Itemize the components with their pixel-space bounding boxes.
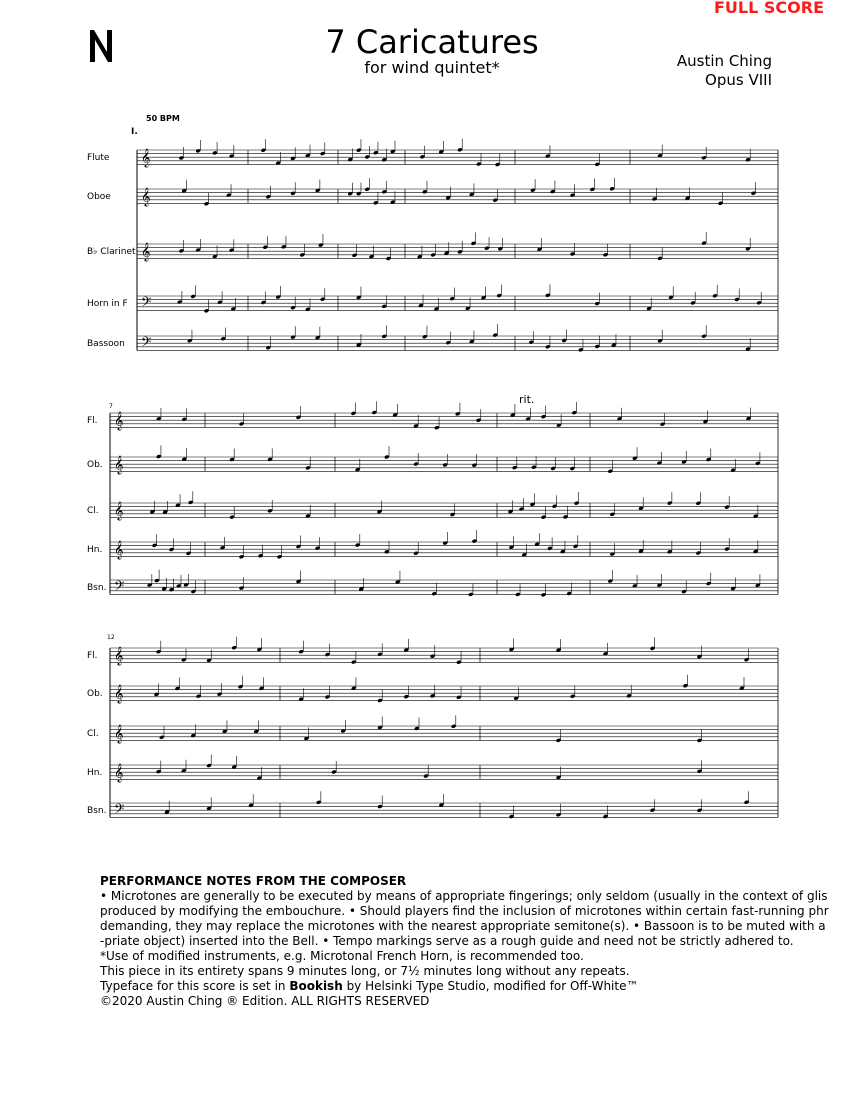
tempo-marking: 50 BPM (146, 114, 180, 123)
treble-clef-icon: 𝄞 (141, 148, 151, 167)
bass-clef-icon: 𝄢 (141, 334, 152, 353)
instrument-label-oboe: Ob. (87, 689, 103, 699)
instrument-label-clarinet: Cl. (87, 729, 99, 739)
score-title: 7 Caricatures (325, 23, 539, 61)
instrument-label-clarinet: B♭ Clarinet (87, 247, 136, 257)
instrument-label-oboe: Ob. (87, 460, 103, 470)
treble-clef-icon: 𝄞 (114, 411, 124, 430)
treble-clef-icon: 𝄞 (114, 684, 124, 703)
instrument-label-bassoon: Bsn. (87, 583, 107, 593)
treble-clef-icon: 𝄞 (114, 501, 124, 520)
instrument-label-horn: Hn. (87, 545, 103, 555)
notes-line: • Microtones are generally to be executed by means of appropriate fingerings; only seldom (usually in the context of glis (100, 889, 828, 903)
notes-line: -priate object) inserted into the Bell. • Tempo markings serve as a rough guide and need not be strictly adhered to. (100, 934, 794, 948)
instrument-label-flute: Fl. (87, 651, 98, 661)
notes-heading: PERFORMANCE NOTES FROM THE COMPOSER (100, 874, 407, 888)
copyright-line: ©2020 Austin Ching ® Edition. ALL RIGHTS RESERVED (100, 994, 430, 1008)
composer-name: Austin Ching (676, 52, 772, 70)
bass-clef-icon: 𝄢 (114, 801, 125, 820)
instrument-label-horn: Hn. (87, 768, 103, 778)
treble-clef-icon: 𝄞 (141, 242, 151, 261)
ritardando-marking: rit. (519, 393, 535, 406)
bass-clef-icon: 𝄢 (114, 578, 125, 597)
treble-clef-icon: 𝄞 (114, 724, 124, 743)
treble-clef-icon: 𝄞 (114, 540, 124, 559)
treble-clef-icon: 𝄞 (114, 455, 124, 474)
score-subtitle: for wind quintet* (364, 58, 500, 77)
notes-line: *Use of modified instruments, e.g. Microtonal French Horn, is recommended too. (100, 949, 584, 963)
notes-line: demanding, they may replace the microtones with the nearest appropriate semitone(s). • Bassoon is to be muted with a (100, 919, 826, 933)
full-score-badge: FULL SCORE (714, 0, 824, 17)
performance-notes (100, 874, 850, 1009)
treble-clef-icon: 𝄞 (114, 646, 124, 665)
instrument-label-oboe: Oboe (87, 192, 111, 202)
notes-line: produced by modifying the embouchure. • Should players find the inclusion of microtones within certain fast-running phr (100, 904, 829, 918)
instrument-label-bassoon: Bsn. (87, 806, 107, 816)
instrument-label-flute: Flute (87, 153, 110, 163)
movement-number: I. (131, 127, 138, 137)
instrument-label-horn: Horn in F (87, 299, 128, 309)
instrument-label-bassoon: Bassoon (87, 339, 125, 349)
instrument-label-clarinet: Cl. (87, 506, 99, 516)
treble-clef-icon: 𝄞 (114, 763, 124, 782)
instrument-label-flute: Fl. (87, 416, 98, 426)
opus-number: Opus VIII (705, 71, 772, 89)
measure-number: 12 (107, 634, 115, 641)
bass-clef-icon: 𝄢 (141, 294, 152, 313)
measure-number: 7 (109, 403, 113, 410)
treble-clef-icon: 𝄞 (141, 187, 151, 206)
notes-line: This piece in its entirety spans 9 minutes long, or 7½ minutes long without any repeats. (100, 964, 630, 978)
typeface-credit: Typeface for this score is set in Bookish by Helsinki Type Studio, modified for Off-White™ (100, 979, 639, 993)
